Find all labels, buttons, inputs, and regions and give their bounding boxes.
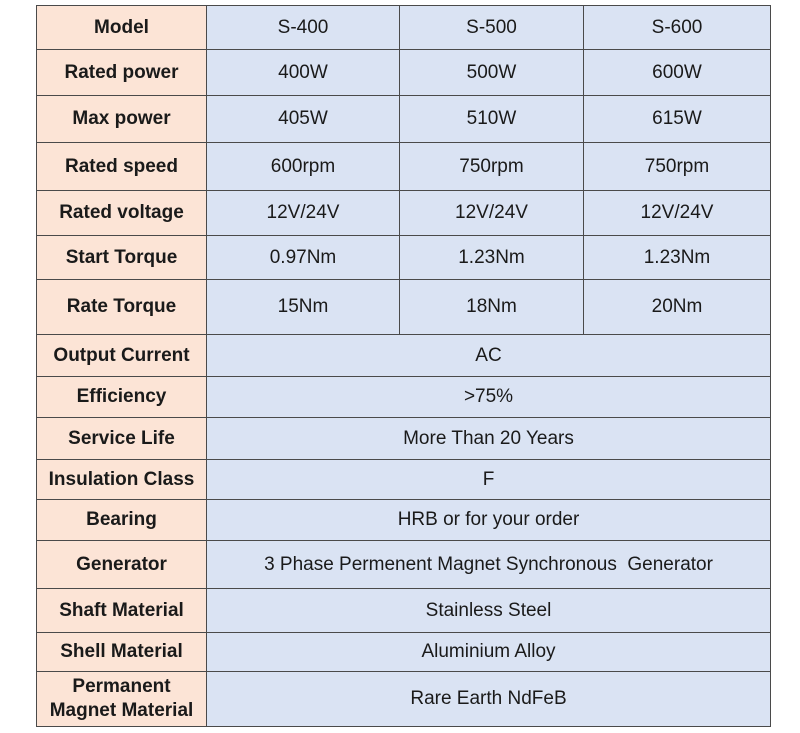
table-row-start-torque xyxy=(37,236,771,280)
row-label: Start Torque xyxy=(37,236,207,280)
table-cell: 20Nm xyxy=(584,280,771,335)
row-label: Shaft Material xyxy=(37,589,207,633)
model-header-cell: S-500 xyxy=(400,6,584,50)
table-cell: 500W xyxy=(400,50,584,96)
model-header-cell: S-400 xyxy=(207,6,400,50)
table-row-max-power xyxy=(37,96,771,143)
row-label: Shell Material xyxy=(37,633,207,672)
row-label: Insulation Class xyxy=(37,460,207,500)
table-row-service-life xyxy=(37,418,771,460)
table-cell: 400W xyxy=(207,50,400,96)
row-label: Service Life xyxy=(37,418,207,460)
row-label: Bearing xyxy=(37,500,207,541)
row-label-line: Magnet Material xyxy=(49,700,194,721)
table-cell: 405W xyxy=(207,96,400,143)
table-row-generator xyxy=(37,541,771,589)
table-cell: 1.23Nm xyxy=(400,236,584,280)
table-cell: 15Nm xyxy=(207,280,400,335)
row-label: Output Current xyxy=(37,335,207,377)
table-row-permanent-magnet-material xyxy=(37,672,771,727)
row-label: Model xyxy=(37,6,207,50)
table-row-shell-material xyxy=(37,633,771,672)
shared-value-cell: 3 Phase Permenent Magnet Synchronous Generator xyxy=(207,541,771,589)
table-row-output-current xyxy=(37,335,771,377)
table-row-bearing xyxy=(37,500,771,541)
table-row-rate-torque xyxy=(37,280,771,335)
table-row-model xyxy=(37,6,771,50)
table-row-rated-power xyxy=(37,50,771,96)
specification-table xyxy=(36,5,771,727)
table-cell: 600W xyxy=(584,50,771,96)
row-label: Rated speed xyxy=(37,143,207,191)
table-cell: 12V/24V xyxy=(400,191,584,236)
shared-value-cell: Stainless Steel xyxy=(207,589,771,633)
shared-value-cell: >75% xyxy=(207,377,771,418)
table-cell: 12V/24V xyxy=(207,191,400,236)
shared-value-cell: Rare Earth NdFeB xyxy=(207,672,771,727)
row-label: Generator xyxy=(37,541,207,589)
table-cell: 750rpm xyxy=(584,143,771,191)
table-row-insulation-class xyxy=(37,460,771,500)
model-header-cell: S-600 xyxy=(584,6,771,50)
row-label-line: Permanent xyxy=(72,676,171,697)
row-label xyxy=(37,672,207,727)
table-cell: 0.97Nm xyxy=(207,236,400,280)
table-cell: 600rpm xyxy=(207,143,400,191)
shared-value-cell: More Than 20 Years xyxy=(207,418,771,460)
table-cell: 1.23Nm xyxy=(584,236,771,280)
table-cell: 12V/24V xyxy=(584,191,771,236)
table-cell: 750rpm xyxy=(400,143,584,191)
row-label: Efficiency xyxy=(37,377,207,418)
table-cell: 510W xyxy=(400,96,584,143)
table-row-rated-voltage xyxy=(37,191,771,236)
row-label: Rated voltage xyxy=(37,191,207,236)
row-label: Rate Torque xyxy=(37,280,207,335)
shared-value-cell: AC xyxy=(207,335,771,377)
table-row-shaft-material xyxy=(37,589,771,633)
shared-value-cell: HRB or for your order xyxy=(207,500,771,541)
table-cell: 18Nm xyxy=(400,280,584,335)
shared-value-cell: Aluminium Alloy xyxy=(207,633,771,672)
row-label: Max power xyxy=(37,96,207,143)
table-cell: 615W xyxy=(584,96,771,143)
table-row-rated-speed xyxy=(37,143,771,191)
row-label: Rated power xyxy=(37,50,207,96)
shared-value-cell: F xyxy=(207,460,771,500)
table-row-efficiency xyxy=(37,377,771,418)
